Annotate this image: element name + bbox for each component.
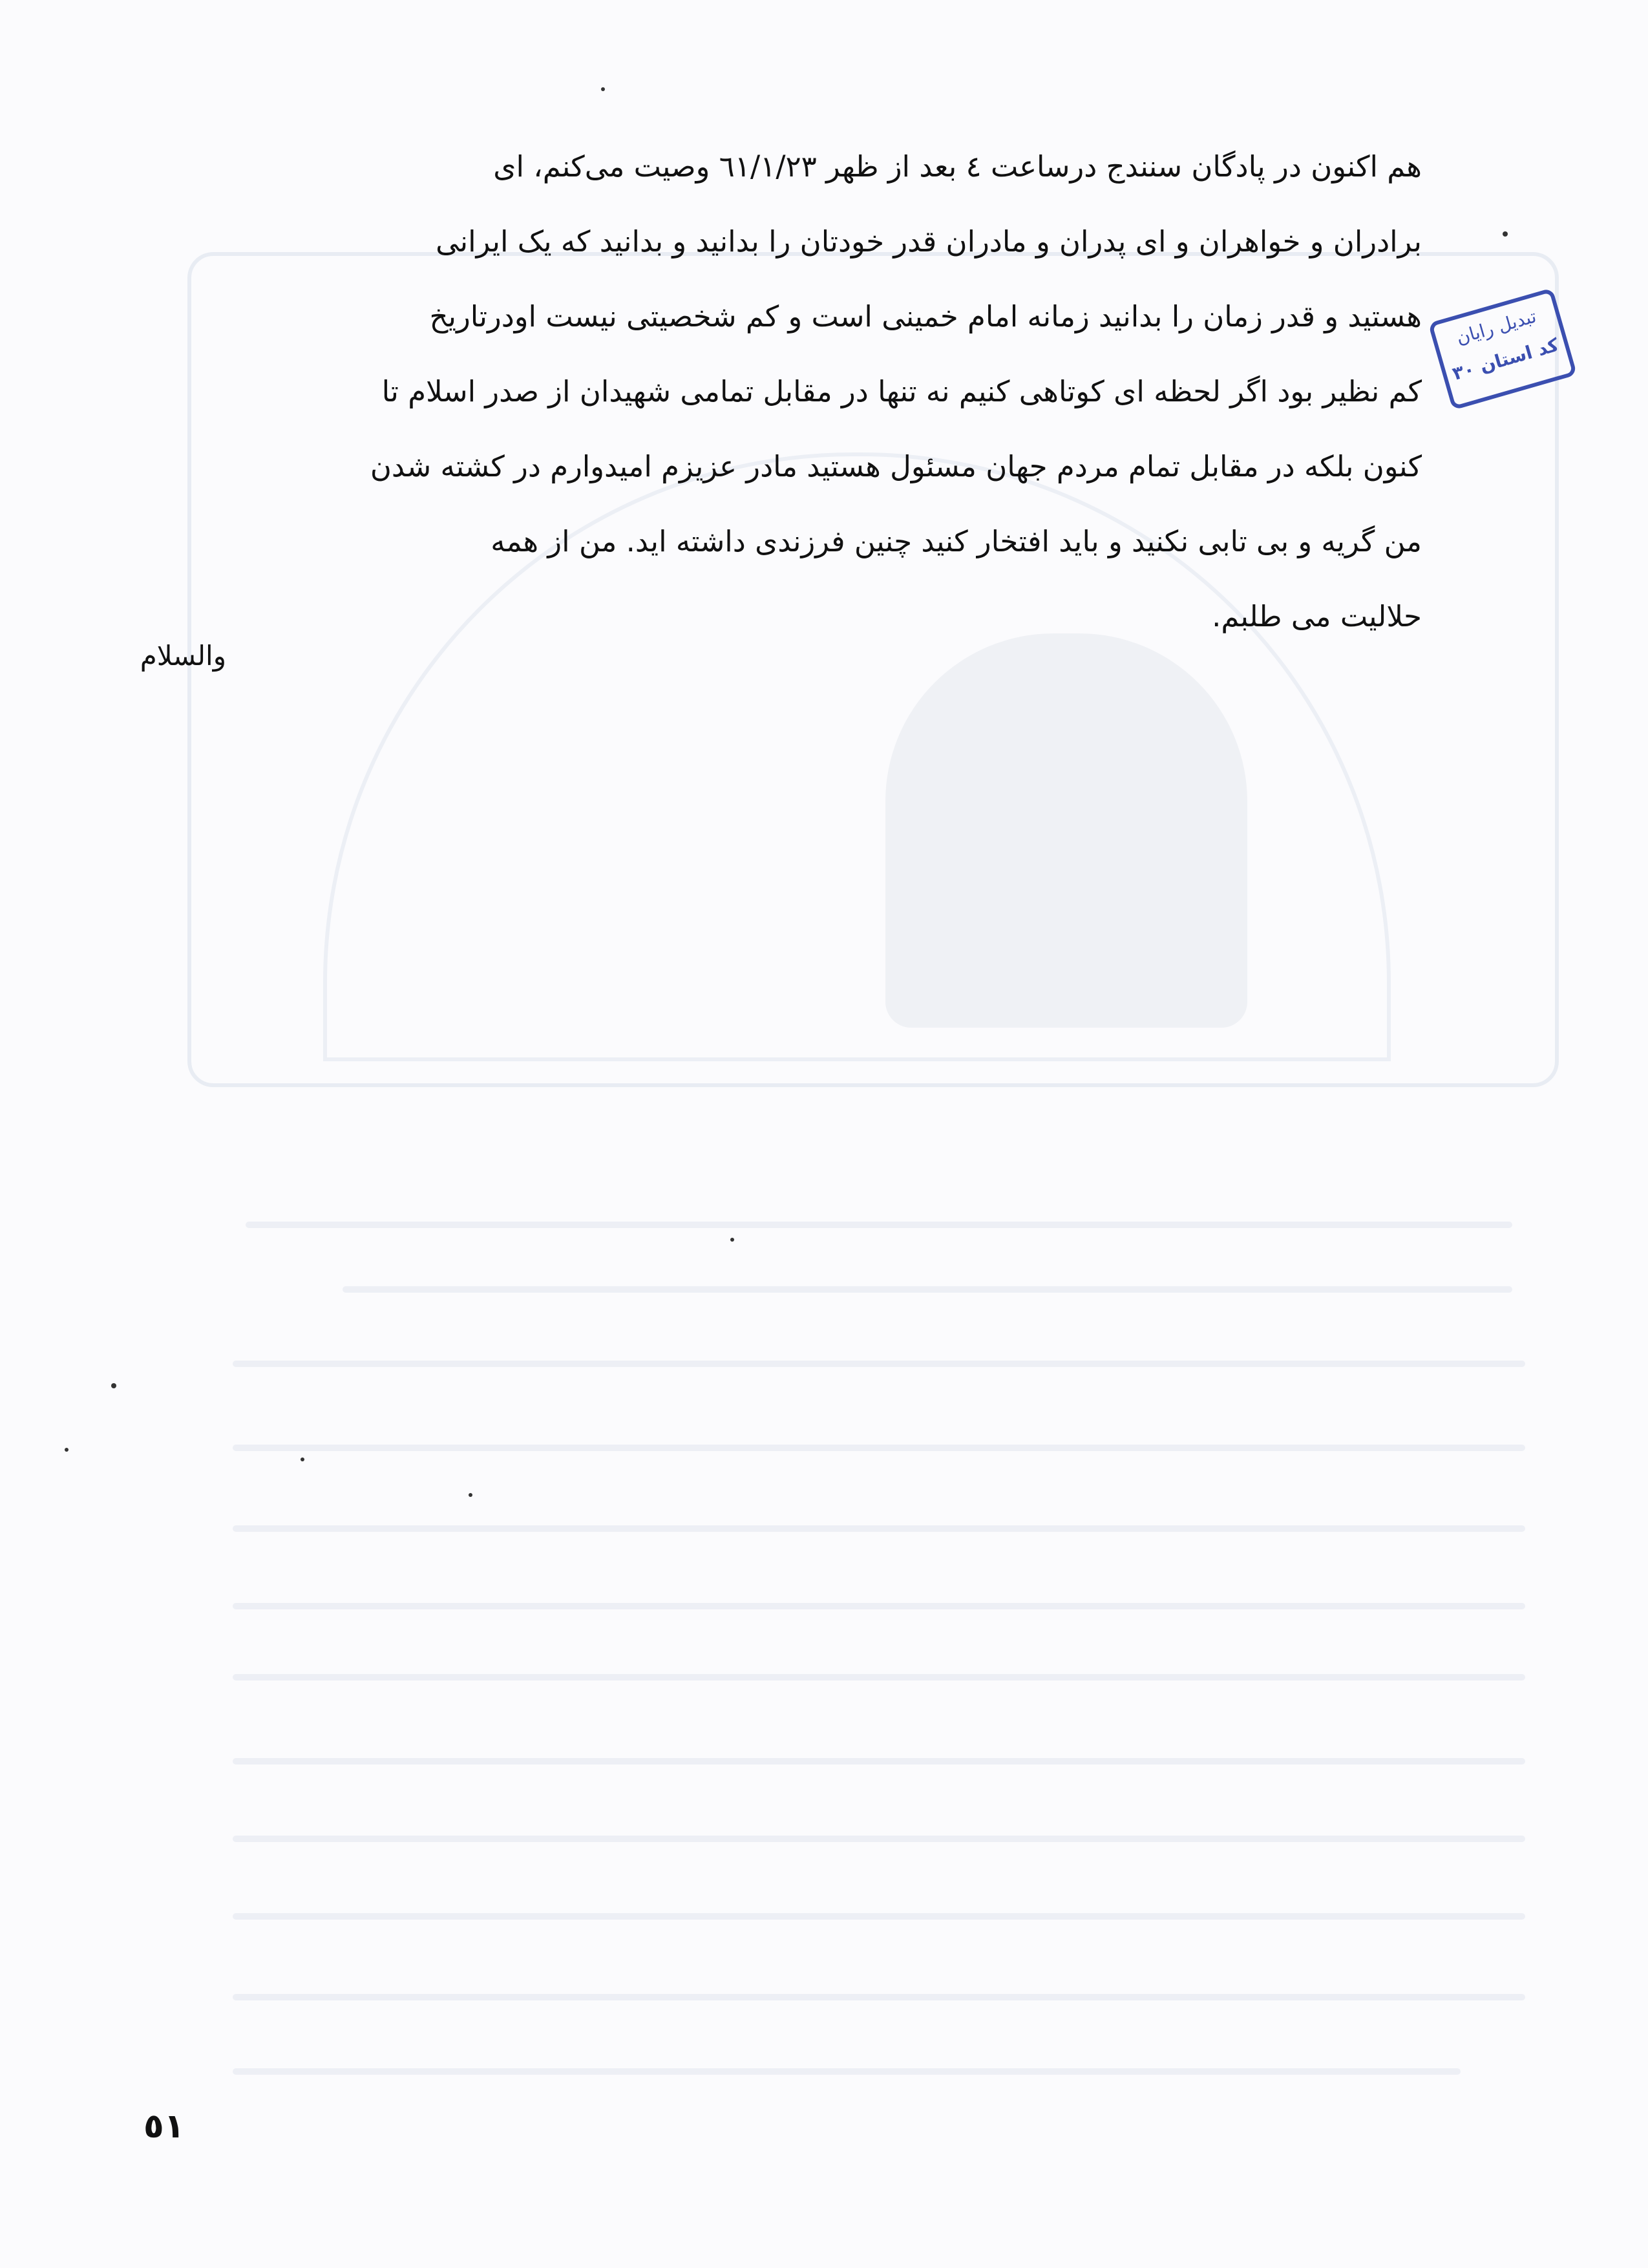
bleed-through-line	[233, 1674, 1525, 1680]
bleed-through-line	[233, 1836, 1525, 1842]
page-number: ٥١	[143, 2107, 185, 2146]
text-line: برادران و خواهران و ای پدران و مادران قدر خودتان را بدانید و بدانید که یک ایرانی	[436, 224, 1422, 259]
scan-speck	[601, 87, 605, 91]
bleed-through-line	[246, 1222, 1512, 1228]
scan-speck	[111, 1383, 116, 1388]
text-line: کنون بلکه در مقابل تمام مردم جهان مسئول هستید مادر عزیزم امیدوارم در کشته شدن	[370, 449, 1422, 483]
bleed-through-line	[233, 1994, 1525, 2000]
stamp-line-1: تبدیل رایان	[1453, 305, 1539, 349]
text-line: هم اکنون در پادگان سنندج درساعت ٤ بعد از ظهر ٦١/١/٢٣ وصیت می‌کنم، ای	[493, 149, 1422, 184]
closing-salutation: والسلام	[140, 640, 226, 672]
bleed-through-line	[233, 1445, 1525, 1451]
will-text	[129, 129, 1422, 654]
text-line: حلالیت می طلبم.	[1212, 599, 1422, 633]
bleed-through-line	[233, 1603, 1525, 1609]
scan-speck	[301, 1457, 304, 1461]
text-line: کم نظیر بود اگر لحظه ای کوتاهی کنیم نه تنها در مقابل تمامی شهیدان از صدر اسلام تا	[381, 374, 1422, 408]
bleed-through-line	[233, 2068, 1461, 2075]
bleed-through-line	[343, 1286, 1512, 1293]
bleed-through-line	[233, 1361, 1525, 1367]
bleed-through-portrait	[885, 633, 1247, 1028]
bleed-through-line	[233, 1913, 1525, 1920]
text-line: هستید و قدر زمان را بدانید زمانه امام خمینی است و کم شخصیتی نیست اودرتاریخ	[429, 299, 1422, 334]
stamp-line-2: کد استان ٣٠	[1450, 334, 1561, 385]
bleed-through-line	[233, 1525, 1525, 1532]
text-line: من گریه و بی تابی نکنید و باید افتخار کنید چنین فرزندی داشته اید. من از همه	[491, 524, 1422, 558]
scan-speck	[65, 1448, 69, 1452]
bleed-through-line	[233, 1758, 1525, 1765]
scan-speck	[1503, 231, 1508, 237]
scan-speck	[730, 1238, 734, 1242]
scan-speck	[469, 1493, 472, 1497]
